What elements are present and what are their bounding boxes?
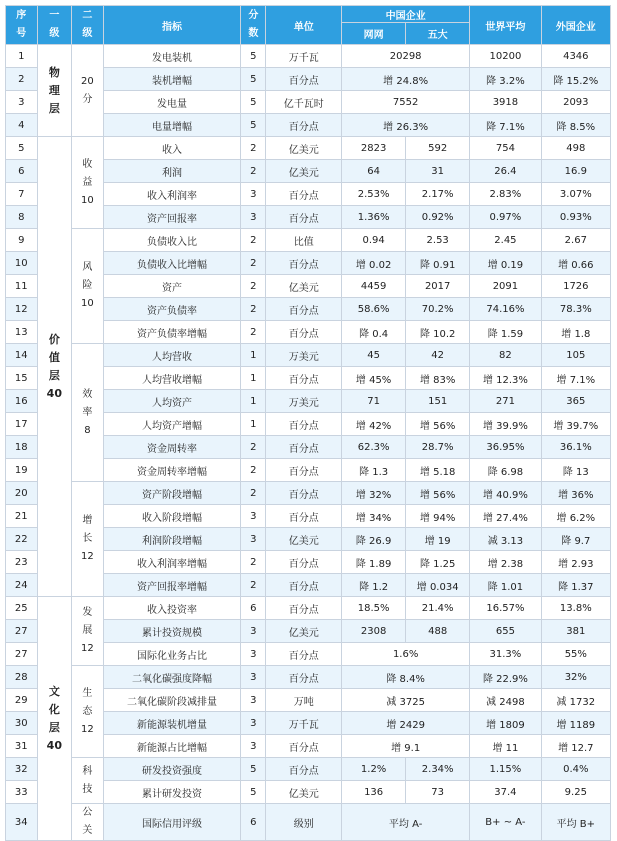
seq-cell: 22 <box>6 528 38 551</box>
indicator-cell: 国际信用评级 <box>103 804 241 841</box>
big5-cell: 增 0.034 <box>406 574 470 597</box>
foreign-cell: 9.25 <box>541 781 610 804</box>
score-cell: 3 <box>241 735 266 758</box>
indicator-cell: 收入阶段增幅 <box>103 505 241 528</box>
indicator-cell: 二氧化碳强度降幅 <box>103 666 241 689</box>
header-china-big5: 五大 <box>406 23 470 45</box>
world-cell: 2.83% <box>470 183 541 206</box>
big5-cell: 2017 <box>406 275 470 298</box>
seq-cell: 6 <box>6 160 38 183</box>
seq-cell: 31 <box>6 735 38 758</box>
unit-cell: 百分点 <box>266 68 342 91</box>
foreign-cell: 平均 B+ <box>541 804 610 841</box>
foreign-cell: 增 6.2% <box>541 505 610 528</box>
unit-cell: 百分点 <box>266 735 342 758</box>
unit-cell: 亿美元 <box>266 137 342 160</box>
china-cell: 增 9.1 <box>342 735 470 758</box>
score-cell: 2 <box>241 298 266 321</box>
header-level1: 一级 <box>37 6 72 45</box>
indicator-cell: 收入投资率 <box>103 597 241 620</box>
china-cell: 平均 A- <box>342 804 470 841</box>
score-cell: 2 <box>241 160 266 183</box>
indicator-cell: 资产阶段增幅 <box>103 482 241 505</box>
seq-cell: 24 <box>6 574 38 597</box>
world-cell: 降 1.59 <box>470 321 541 344</box>
header-level2: 二级 <box>72 6 104 45</box>
world-cell: 3918 <box>470 91 541 114</box>
world-cell: 增 11 <box>470 735 541 758</box>
big5-cell: 28.7% <box>406 436 470 459</box>
seq-cell: 23 <box>6 551 38 574</box>
seq-cell: 11 <box>6 275 38 298</box>
header-indicator: 指标 <box>103 6 241 45</box>
grid-cell: 1.2% <box>342 758 406 781</box>
big5-cell: 增 56% <box>406 482 470 505</box>
score-cell: 2 <box>241 436 266 459</box>
grid-cell: 45 <box>342 344 406 367</box>
seq-cell: 15 <box>6 367 38 390</box>
big5-cell: 降 10.2 <box>406 321 470 344</box>
level1-value: 价值层 40 <box>37 137 72 597</box>
big5-cell: 降 0.91 <box>406 252 470 275</box>
grid-cell: 2823 <box>342 137 406 160</box>
world-cell: 37.4 <box>470 781 541 804</box>
seq-cell: 4 <box>6 114 38 137</box>
score-cell: 2 <box>241 229 266 252</box>
indicator-cell: 负债收入比 <box>103 229 241 252</box>
foreign-cell: 降 15.2% <box>541 68 610 91</box>
seq-cell: 1 <box>6 45 38 68</box>
grid-cell: 增 0.02 <box>342 252 406 275</box>
big5-cell: 增 56% <box>406 413 470 436</box>
world-cell: 36.95% <box>470 436 541 459</box>
unit-cell: 亿美元 <box>266 620 342 643</box>
foreign-cell: 32% <box>541 666 610 689</box>
grid-cell: 增 32% <box>342 482 406 505</box>
unit-cell: 百分点 <box>266 482 342 505</box>
table-row <box>6 804 611 841</box>
foreign-cell: 增 36% <box>541 482 610 505</box>
score-cell: 3 <box>241 620 266 643</box>
table-row <box>6 344 611 367</box>
score-cell: 5 <box>241 91 266 114</box>
world-cell: 26.4 <box>470 160 541 183</box>
big5-cell: 73 <box>406 781 470 804</box>
big5-cell: 70.2% <box>406 298 470 321</box>
world-cell: 降 22.9% <box>470 666 541 689</box>
foreign-cell: 增 2.93 <box>541 551 610 574</box>
score-cell: 2 <box>241 275 266 298</box>
world-cell: 754 <box>470 137 541 160</box>
world-cell: 降 1.01 <box>470 574 541 597</box>
world-cell: 74.16% <box>470 298 541 321</box>
grid-cell: 增 42% <box>342 413 406 436</box>
indicator-cell: 资产负债率 <box>103 298 241 321</box>
score-cell: 3 <box>241 505 266 528</box>
indicator-cell: 资产回报率增幅 <box>103 574 241 597</box>
level2-risk: 风险 10 <box>72 229 104 344</box>
score-cell: 2 <box>241 321 266 344</box>
indicator-cell: 二氧化碳阶段减排量 <box>103 689 241 712</box>
seq-cell: 7 <box>6 183 38 206</box>
indicator-cell: 累计研发投资 <box>103 781 241 804</box>
header-world-avg: 世界平均 <box>470 6 541 45</box>
header-unit: 单位 <box>266 6 342 45</box>
grid-cell: 18.5% <box>342 597 406 620</box>
world-cell: 降 6.98 <box>470 459 541 482</box>
seq-cell: 21 <box>6 505 38 528</box>
score-cell: 2 <box>241 482 266 505</box>
header-china: 中国企业 <box>342 6 470 23</box>
indicator-cell: 发电装机 <box>103 45 241 68</box>
table-row <box>6 666 611 689</box>
world-cell: 降 3.2% <box>470 68 541 91</box>
foreign-cell: 381 <box>541 620 610 643</box>
big5-cell: 增 5.18 <box>406 459 470 482</box>
grid-cell: 64 <box>342 160 406 183</box>
score-cell: 1 <box>241 344 266 367</box>
indicator-cell: 装机增幅 <box>103 68 241 91</box>
unit-cell: 亿美元 <box>266 160 342 183</box>
grid-cell: 降 1.89 <box>342 551 406 574</box>
score-cell: 2 <box>241 459 266 482</box>
unit-cell: 百分点 <box>266 114 342 137</box>
score-cell: 3 <box>241 689 266 712</box>
seq-cell: 17 <box>6 413 38 436</box>
grid-cell: 136 <box>342 781 406 804</box>
score-cell: 3 <box>241 712 266 735</box>
grid-cell: 2308 <box>342 620 406 643</box>
world-cell: 增 39.9% <box>470 413 541 436</box>
foreign-cell: 2.67 <box>541 229 610 252</box>
indicator-cell: 新能源装机增量 <box>103 712 241 735</box>
foreign-cell: 增 39.7% <box>541 413 610 436</box>
score-cell: 6 <box>241 597 266 620</box>
score-cell: 6 <box>241 804 266 841</box>
grid-cell: 71 <box>342 390 406 413</box>
unit-cell: 百分点 <box>266 666 342 689</box>
seq-cell: 34 <box>6 804 38 841</box>
foreign-cell: 36.1% <box>541 436 610 459</box>
seq-cell: 9 <box>6 229 38 252</box>
world-cell: 减 2498 <box>470 689 541 712</box>
world-cell: 增 1809 <box>470 712 541 735</box>
foreign-cell: 2093 <box>541 91 610 114</box>
indicator-cell: 资产负债率增幅 <box>103 321 241 344</box>
big5-cell: 降 1.25 <box>406 551 470 574</box>
world-cell: 31.3% <box>470 643 541 666</box>
foreign-cell: 365 <box>541 390 610 413</box>
big5-cell: 42 <box>406 344 470 367</box>
unit-cell: 百分点 <box>266 436 342 459</box>
foreign-cell: 降 1.37 <box>541 574 610 597</box>
level2-development: 发展 12 <box>72 597 104 666</box>
indicator-cell: 人均营收增幅 <box>103 367 241 390</box>
big5-cell: 21.4% <box>406 597 470 620</box>
grid-cell: 58.6% <box>342 298 406 321</box>
world-cell: 2.45 <box>470 229 541 252</box>
world-cell: 10200 <box>470 45 541 68</box>
score-cell: 3 <box>241 528 266 551</box>
score-cell: 1 <box>241 390 266 413</box>
indicator-cell: 电量增幅 <box>103 114 241 137</box>
indicator-cell: 人均资产 <box>103 390 241 413</box>
header-foreign: 外国企业 <box>541 6 610 45</box>
indicator-table-container <box>5 5 611 841</box>
foreign-cell: 降 13 <box>541 459 610 482</box>
foreign-cell: 55% <box>541 643 610 666</box>
grid-cell: 降 26.9 <box>342 528 406 551</box>
unit-cell: 百分点 <box>266 252 342 275</box>
indicator-cell: 负债收入比增幅 <box>103 252 241 275</box>
grid-cell: 增 45% <box>342 367 406 390</box>
big5-cell: 增 83% <box>406 367 470 390</box>
score-cell: 3 <box>241 643 266 666</box>
indicator-cell: 资金周转率 <box>103 436 241 459</box>
indicator-cell: 研发投资强度 <box>103 758 241 781</box>
seq-cell: 2 <box>6 68 38 91</box>
score-cell: 3 <box>241 206 266 229</box>
big5-cell: 488 <box>406 620 470 643</box>
world-cell: 增 2.38 <box>470 551 541 574</box>
header-score: 分数 <box>241 6 266 45</box>
foreign-cell: 增 1189 <box>541 712 610 735</box>
unit-cell: 百分点 <box>266 183 342 206</box>
china-cell: 1.6% <box>342 643 470 666</box>
world-cell: B+ ~ A- <box>470 804 541 841</box>
seq-cell: 18 <box>6 436 38 459</box>
seq-cell: 28 <box>6 666 38 689</box>
indicator-cell: 国际化业务占比 <box>103 643 241 666</box>
foreign-cell: 0.4% <box>541 758 610 781</box>
score-cell: 3 <box>241 666 266 689</box>
unit-cell: 百分点 <box>266 206 342 229</box>
foreign-cell: 增 12.7 <box>541 735 610 758</box>
foreign-cell: 4346 <box>541 45 610 68</box>
score-cell: 5 <box>241 781 266 804</box>
seq-cell: 30 <box>6 712 38 735</box>
unit-cell: 百分点 <box>266 574 342 597</box>
grid-cell: 62.3% <box>342 436 406 459</box>
foreign-cell: 增 1.8 <box>541 321 610 344</box>
table-row <box>6 597 611 620</box>
seq-cell: 27 <box>6 643 38 666</box>
level2-income: 收益 10 <box>72 137 104 229</box>
indicator-cell: 新能源占比增幅 <box>103 735 241 758</box>
seq-cell: 29 <box>6 689 38 712</box>
big5-cell: 151 <box>406 390 470 413</box>
seq-cell: 25 <box>6 597 38 620</box>
indicator-cell: 资金周转率增幅 <box>103 459 241 482</box>
china-cell: 减 3725 <box>342 689 470 712</box>
seq-cell: 10 <box>6 252 38 275</box>
unit-cell: 百分点 <box>266 367 342 390</box>
score-cell: 1 <box>241 413 266 436</box>
unit-cell: 万吨 <box>266 689 342 712</box>
grid-cell: 增 34% <box>342 505 406 528</box>
unit-cell: 万千瓦 <box>266 712 342 735</box>
score-cell: 1 <box>241 367 266 390</box>
foreign-cell: 105 <box>541 344 610 367</box>
indicator-cell: 收入 <box>103 137 241 160</box>
world-cell: 增 27.4% <box>470 505 541 528</box>
unit-cell: 万美元 <box>266 390 342 413</box>
indicator-cell: 人均营收 <box>103 344 241 367</box>
indicator-table <box>5 5 611 841</box>
seq-cell: 16 <box>6 390 38 413</box>
unit-cell: 百分点 <box>266 505 342 528</box>
big5-cell: 2.53 <box>406 229 470 252</box>
seq-cell: 13 <box>6 321 38 344</box>
world-cell: 16.57% <box>470 597 541 620</box>
indicator-cell: 利润 <box>103 160 241 183</box>
foreign-cell: 16.9 <box>541 160 610 183</box>
foreign-cell: 0.93% <box>541 206 610 229</box>
seq-cell: 8 <box>6 206 38 229</box>
foreign-cell: 减 1732 <box>541 689 610 712</box>
big5-cell: 592 <box>406 137 470 160</box>
level1-culture: 文化层 40 <box>37 597 72 841</box>
foreign-cell: 3.07% <box>541 183 610 206</box>
foreign-cell: 498 <box>541 137 610 160</box>
unit-cell: 百分点 <box>266 551 342 574</box>
grid-cell: 4459 <box>342 275 406 298</box>
unit-cell: 百分点 <box>266 597 342 620</box>
big5-cell: 增 94% <box>406 505 470 528</box>
indicator-cell: 收入利润率增幅 <box>103 551 241 574</box>
seq-cell: 5 <box>6 137 38 160</box>
header-seq: 序号 <box>6 6 38 45</box>
score-cell: 5 <box>241 758 266 781</box>
world-cell: 增 40.9% <box>470 482 541 505</box>
seq-cell: 33 <box>6 781 38 804</box>
seq-cell: 27 <box>6 620 38 643</box>
big5-cell: 2.34% <box>406 758 470 781</box>
unit-cell: 亿美元 <box>266 528 342 551</box>
unit-cell: 亿美元 <box>266 781 342 804</box>
grid-cell: 降 0.4 <box>342 321 406 344</box>
big5-cell: 0.92% <box>406 206 470 229</box>
foreign-cell: 降 9.7 <box>541 528 610 551</box>
score-cell: 2 <box>241 574 266 597</box>
header-china-grid: 网网 <box>342 23 406 45</box>
foreign-cell: 78.3% <box>541 298 610 321</box>
level2-growth: 增长 12 <box>72 482 104 597</box>
world-cell: 减 3.13 <box>470 528 541 551</box>
unit-cell: 亿美元 <box>266 275 342 298</box>
score-cell: 2 <box>241 137 266 160</box>
unit-cell: 万千瓦 <box>266 45 342 68</box>
grid-cell: 2.53% <box>342 183 406 206</box>
unit-cell: 亿千瓦时 <box>266 91 342 114</box>
unit-cell: 百分点 <box>266 298 342 321</box>
unit-cell: 百分点 <box>266 459 342 482</box>
indicator-cell: 发电量 <box>103 91 241 114</box>
unit-cell: 比值 <box>266 229 342 252</box>
china-cell: 增 24.8% <box>342 68 470 91</box>
grid-cell: 1.36% <box>342 206 406 229</box>
seq-cell: 12 <box>6 298 38 321</box>
indicator-cell: 资产回报率 <box>103 206 241 229</box>
china-cell: 增 2429 <box>342 712 470 735</box>
score-cell: 2 <box>241 252 266 275</box>
score-cell: 3 <box>241 183 266 206</box>
china-cell: 7552 <box>342 91 470 114</box>
world-cell: 2091 <box>470 275 541 298</box>
foreign-cell: 降 8.5% <box>541 114 610 137</box>
score-cell: 5 <box>241 45 266 68</box>
unit-cell: 万美元 <box>266 344 342 367</box>
china-cell: 增 26.3% <box>342 114 470 137</box>
unit-cell: 百分点 <box>266 321 342 344</box>
unit-cell: 百分点 <box>266 413 342 436</box>
foreign-cell: 13.8% <box>541 597 610 620</box>
score-cell: 2 <box>241 551 266 574</box>
table-row <box>6 137 611 160</box>
world-cell: 655 <box>470 620 541 643</box>
foreign-cell: 增 7.1% <box>541 367 610 390</box>
world-cell: 82 <box>470 344 541 367</box>
score-cell: 5 <box>241 68 266 91</box>
unit-cell: 百分点 <box>266 758 342 781</box>
china-cell: 20298 <box>342 45 470 68</box>
unit-cell: 百分点 <box>266 643 342 666</box>
big5-cell: 2.17% <box>406 183 470 206</box>
score-cell: 5 <box>241 114 266 137</box>
seq-cell: 20 <box>6 482 38 505</box>
seq-cell: 3 <box>6 91 38 114</box>
indicator-cell: 利润阶段增幅 <box>103 528 241 551</box>
foreign-cell: 增 0.66 <box>541 252 610 275</box>
indicator-cell: 累计投资规模 <box>103 620 241 643</box>
table-row <box>6 758 611 781</box>
world-cell: 271 <box>470 390 541 413</box>
seq-cell: 32 <box>6 758 38 781</box>
unit-cell: 级别 <box>266 804 342 841</box>
indicator-cell: 收入利润率 <box>103 183 241 206</box>
big5-cell: 增 19 <box>406 528 470 551</box>
level2-physical: 20分 <box>72 45 104 137</box>
level2-efficiency: 效率 8 <box>72 344 104 482</box>
level2-public: 公关 <box>72 804 104 841</box>
world-cell: 增 12.3% <box>470 367 541 390</box>
indicator-cell: 人均资产增幅 <box>103 413 241 436</box>
level1-physical: 物理层 <box>37 45 72 137</box>
grid-cell: 降 1.3 <box>342 459 406 482</box>
foreign-cell: 1726 <box>541 275 610 298</box>
indicator-cell: 资产 <box>103 275 241 298</box>
level2-ecology: 生态 12 <box>72 666 104 758</box>
big5-cell: 31 <box>406 160 470 183</box>
seq-cell: 19 <box>6 459 38 482</box>
seq-cell: 14 <box>6 344 38 367</box>
china-cell: 降 8.4% <box>342 666 470 689</box>
grid-cell: 0.94 <box>342 229 406 252</box>
world-cell: 增 0.19 <box>470 252 541 275</box>
world-cell: 1.15% <box>470 758 541 781</box>
table-row <box>6 229 611 252</box>
world-cell: 0.97% <box>470 206 541 229</box>
level2-tech: 科技 <box>72 758 104 804</box>
table-row <box>6 482 611 505</box>
world-cell: 降 7.1% <box>470 114 541 137</box>
grid-cell: 降 1.2 <box>342 574 406 597</box>
table-row <box>6 45 611 68</box>
